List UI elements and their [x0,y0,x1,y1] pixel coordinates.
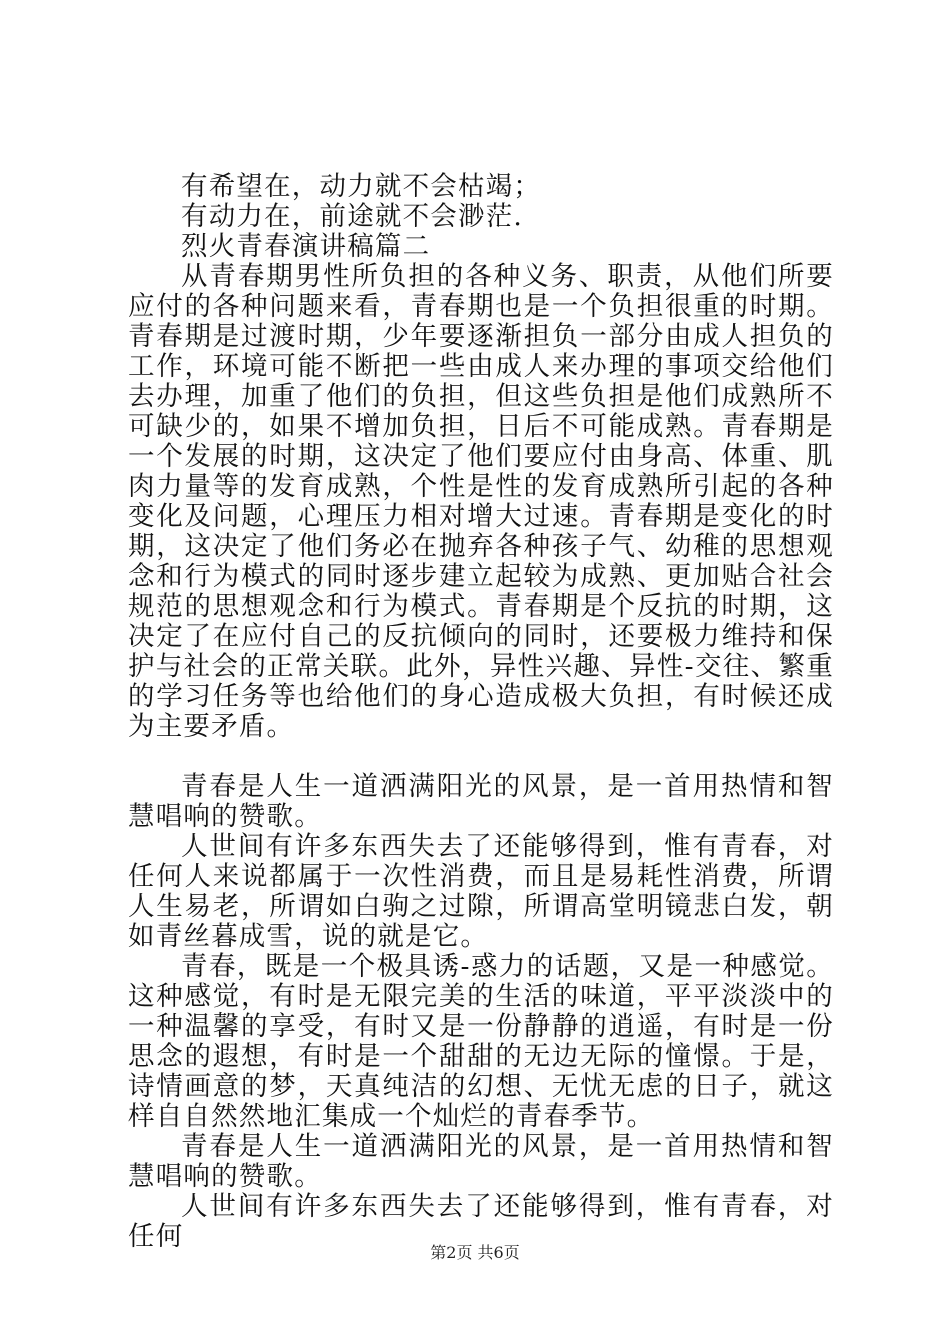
paragraph-2: 青春是人生一道洒满阳光的风景，是一首用热情和智慧唱响的赞歌。 [128,771,834,832]
paragraph-3: 人世间有许多东西失去了还能够得到，惟有青春，对任何人来说都属于一次性消费，而且是易耗性消费，所谓人生易老，所谓如白驹之过隙，所谓高堂明镜悲白发，朝如青丝暮成雪，说的就是它。 [128,831,834,952]
document-body [128,172,834,1252]
paragraph-1: 从青春期男性所负担的各种义务、职责，从他们所要应付的各种问题来看，青春期也是一个负担很重的时期。青春期是过渡时期，少年要逐渐担负一部分由成人担负的工作，环境可能不断把一些由成人来办理的事项交给他们去办理，加重了他们的负担，但这些负担是他们成熟所不可缺少的，如果不增加负担，日后不可能成熟。青春期是一个发展的时期，这决定了他们要应付由身高、体重、肌肉力量等的发育成熟，个性是性的发育成熟所引起的各种变化及问题，心理压力相对增大过速。青春期是变化的时期，这决定了他们务必在抛弃各种孩子气、幼稚的思想观念和行为模式的同时逐步建立起较为成熟、更加贴合社会规范的思想观念和行为模式。青春期是个反抗的时期，这决定了在应付自己的反抗倾向的同时，还要极力维持和保护与社会的正常关联。此外，异性兴趣、异性-交往、繁重的学习任务等也给他们的身心造成极大负担，有时候还成为主要矛盾。 [128,261,834,742]
section-title: 烈火青春演讲稿篇二 [181,231,431,262]
paragraph-4: 青春，既是一个极具诱-惑力的话题，又是一种感觉。这种感觉，有时是无限完美的生活的味道，平平淡淡中的一种温馨的享受，有时又是一份静静的逍遥，有时是一份思念的遐想，有时是一个甜甜的无边无际的憧憬。于是，诗情画意的梦，天真纯洁的幻想、无忧无虑的日子，就这样自自然然地汇集成一个灿烂的青春季节。 [128,951,834,1132]
intro-line-2: 有动力在，前途就不会渺茫. [181,201,524,232]
paragraph-6: 人世间有许多东西失去了还能够得到，惟有青春，对任何 [128,1191,834,1252]
intro-line-1: 有希望在，动力就不会枯竭； [181,171,542,202]
paragraph-gap [128,742,834,772]
page-footer: 第2页 共6页 [430,1243,520,1262]
paragraph-5: 青春是人生一道洒满阳光的风景，是一首用热情和智慧唱响的赞歌。 [128,1131,834,1192]
